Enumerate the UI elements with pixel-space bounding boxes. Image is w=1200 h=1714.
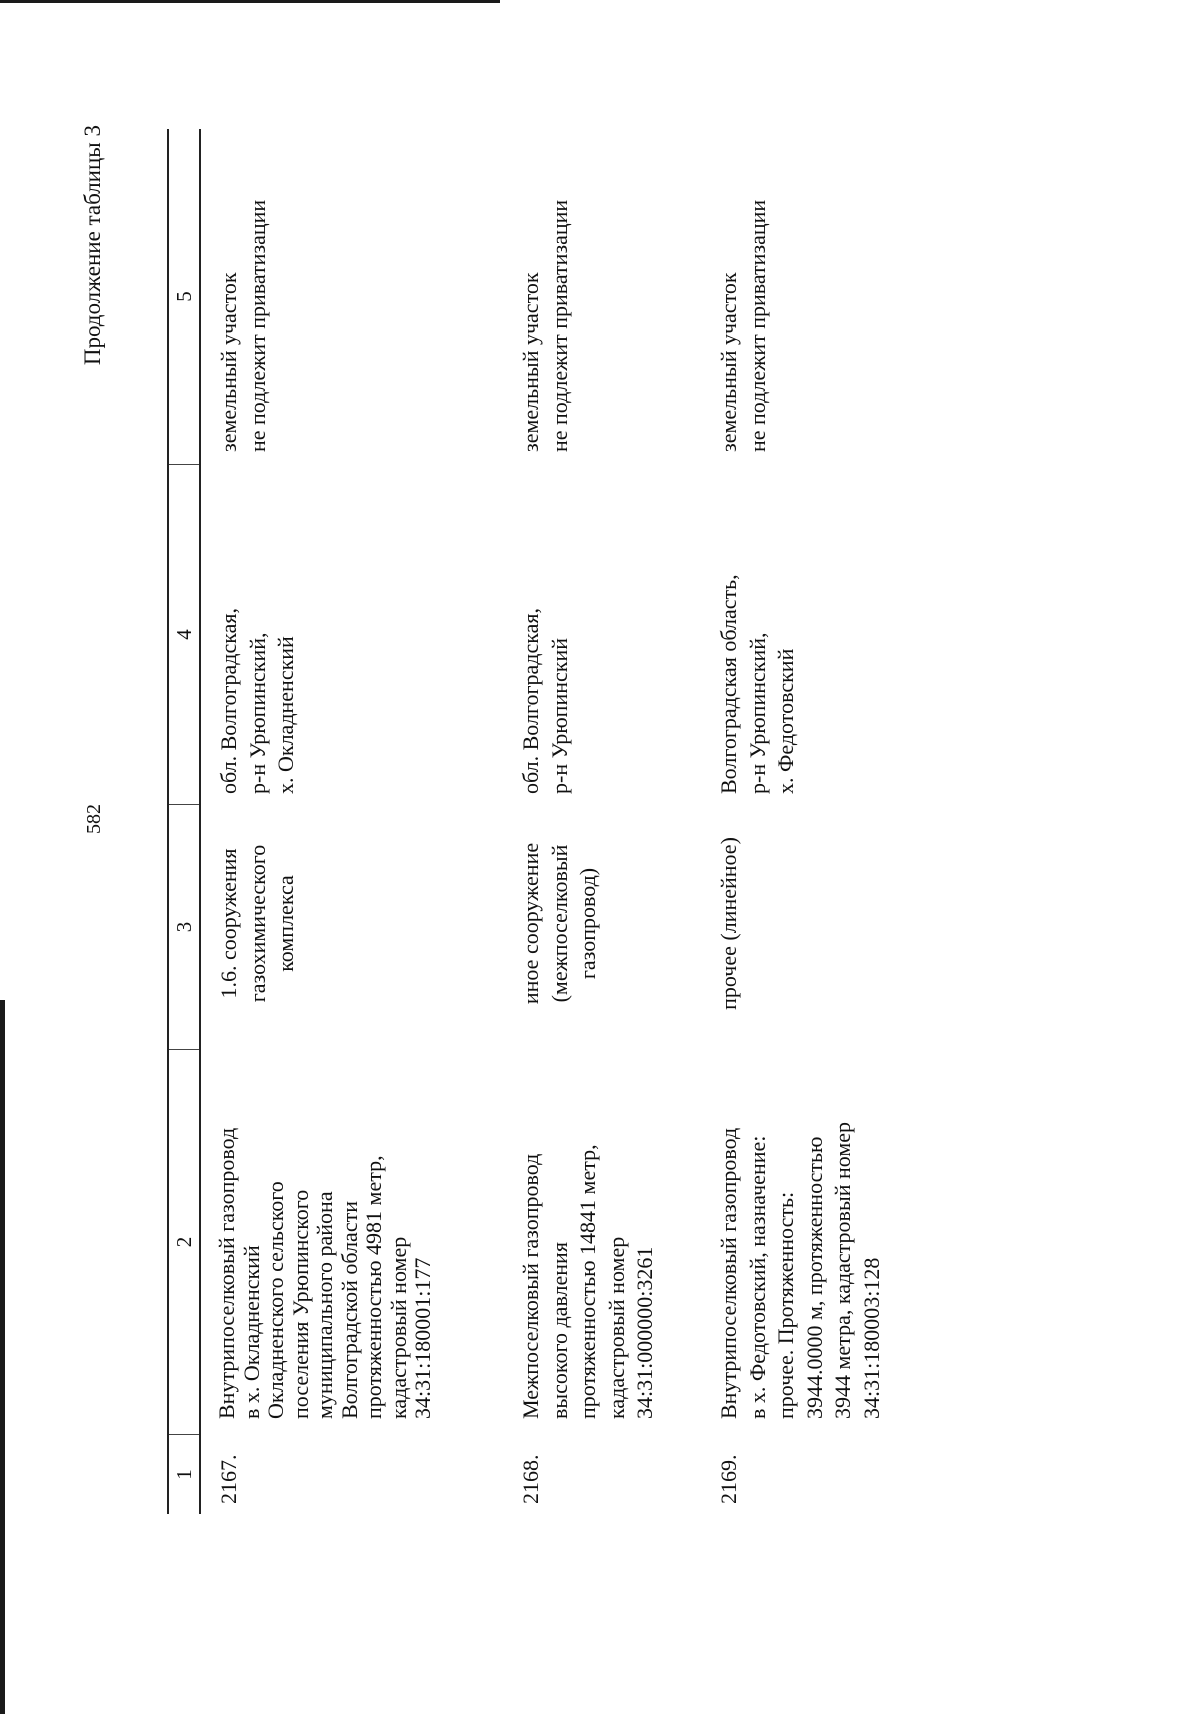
object-note <box>715 129 915 464</box>
type-line: иное сооружение <box>518 842 543 1005</box>
address-line: р-н Урюпинский <box>546 638 572 794</box>
header-col-4: 4 <box>169 464 199 804</box>
object-description <box>215 1049 517 1434</box>
property-table <box>167 129 915 1514</box>
table-header-row <box>167 129 201 1514</box>
object-note <box>215 129 517 464</box>
table-row <box>517 129 715 1514</box>
type-line: 1.6. сооружения <box>216 848 241 999</box>
note-line: земельный участок <box>716 272 741 452</box>
table-caption: Продолжение таблицы 3 <box>80 125 105 366</box>
description-line: протяженностью 14841 метр, <box>575 1144 600 1419</box>
description-line: в х. Окладненский <box>238 1245 264 1419</box>
description-line: кадастровый номер <box>385 1236 411 1419</box>
page-number: 582 <box>83 804 105 834</box>
address-line: х. Окладненский <box>273 636 298 794</box>
description-line: прочее. Протяженность: <box>773 1191 798 1419</box>
description-line: 34:31:180001:177 <box>410 1257 435 1419</box>
description-line: 34:31:000000:3261 <box>632 1246 657 1419</box>
header-col-5: 5 <box>172 291 196 302</box>
object-address <box>715 464 915 804</box>
type-line: газопровод) <box>575 867 600 980</box>
address-line: обл. Волгоградская, <box>216 608 241 794</box>
note-line: не подлежит приватизации <box>244 199 270 452</box>
row-number: 2169. <box>716 1454 741 1504</box>
object-type <box>715 804 915 1049</box>
row-number: 2167. <box>216 1454 241 1504</box>
description-line: Внутрипоселковый газопровод <box>716 1127 741 1419</box>
description-line: Межпоселковый газопровод <box>518 1153 543 1419</box>
address-line: р-н Урюпинский, <box>244 632 270 794</box>
object-note <box>517 129 715 464</box>
address-line: обл. Волгоградская, <box>518 608 543 794</box>
object-type <box>215 804 517 1049</box>
description-line: 3944.0000 м, протяженностью <box>801 1136 827 1419</box>
description-line: Внутрипоселковый газопровод <box>214 1127 239 1419</box>
type-line: прочее (линейное) <box>716 837 741 1010</box>
description-line: муниципального района <box>312 1191 337 1419</box>
description-line: в х. Федотовский, назначение: <box>744 1135 770 1419</box>
note-line: земельный участок <box>216 272 241 452</box>
description-line: 34:31:180003:128 <box>858 1257 884 1419</box>
type-line: комплекса <box>273 875 298 972</box>
description-line: поселения Урюпинского <box>287 1189 313 1419</box>
description-line: Волгоградской области <box>336 1201 362 1419</box>
header-col-2: 2 <box>169 1049 199 1434</box>
description-line: протяженностью 4981 метр, <box>361 1155 386 1419</box>
description-line: кадастровый номер <box>603 1236 629 1419</box>
row-number: 2168. <box>518 1454 543 1504</box>
object-description <box>715 1049 915 1434</box>
object-address <box>517 464 715 804</box>
type-line: газохимического <box>244 844 270 1003</box>
note-line: не подлежит приватизации <box>744 199 770 452</box>
description-line: Окладненского сельского <box>263 1181 288 1419</box>
table-row <box>715 129 915 1514</box>
address-line: р-н Урюпинский, <box>744 632 770 794</box>
description-line: 3944 метра, кадастровый номер <box>830 1121 855 1419</box>
type-line: (межпоселковый <box>546 844 572 1003</box>
address-line: х. Федотовский <box>773 648 798 794</box>
object-description <box>517 1049 715 1434</box>
address-line: Волгоградская область, <box>716 574 741 794</box>
object-address <box>215 464 517 804</box>
object-type <box>517 804 715 1049</box>
header-col-3: 3 <box>169 804 199 1049</box>
header-col-1: 1 <box>169 1434 199 1514</box>
table-row <box>215 129 517 1514</box>
description-line: высокого давления <box>546 1242 572 1419</box>
note-line: не подлежит приватизации <box>546 199 572 452</box>
note-line: земельный участок <box>518 272 543 452</box>
